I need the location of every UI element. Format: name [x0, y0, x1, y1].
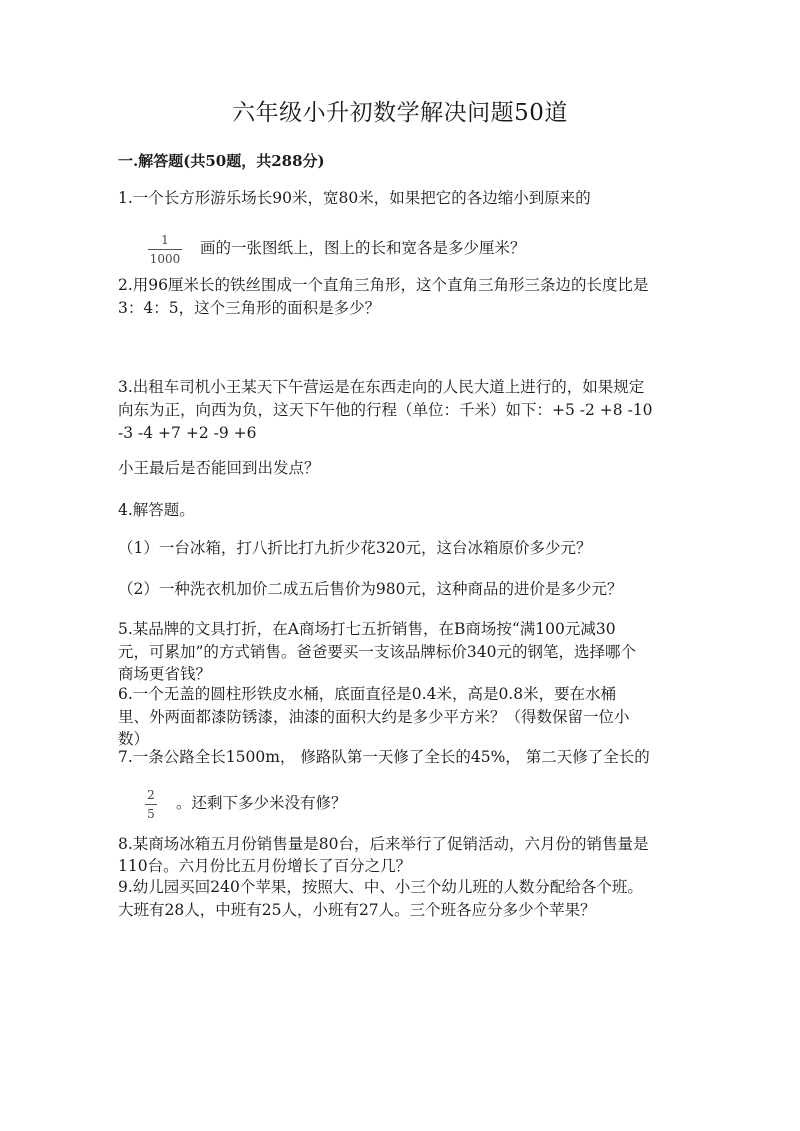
- q3-line3: -3 -4 +7 +2 -9 +6: [118, 424, 257, 442]
- q1-fraction-denominator: 1000: [149, 252, 181, 266]
- q1-fraction-numerator: 1: [161, 233, 169, 247]
- q6-line2: 里、外两面都漆防锈漆，油漆的面积大约是多少平方米？（得数保留一位小: [118, 708, 630, 726]
- q8-line1: 8.某商场冰箱五月份销售量是80台，后来举行了促销活动，六月份的销售量是: [118, 835, 649, 853]
- q2-line1: 2.用96厘米长的铁丝围成一个直角三角形，这个直角三角形三条边的长度比是: [118, 276, 649, 294]
- q7-fraction: [145, 788, 157, 821]
- q5-line2: 元，可累加”的方式销售。爸爸要买一支该品牌标价340元的钢笔，选择哪个: [118, 643, 637, 661]
- q5-line1: 5.某品牌的文具打折，在A商场打七五折销售，在B商场按“满100元减30: [118, 620, 616, 638]
- q4-line1: 4.解答题。: [118, 501, 195, 519]
- q8-line2: 110台。六月份比五月份增长了百分之几？: [118, 857, 412, 875]
- q7-line2: 。还剩下多少米没有修？: [176, 794, 347, 812]
- q5-line3: 商场更省钱？: [118, 665, 212, 683]
- q1-line2: 画的一张图纸上，图上的长和宽各是多少厘米？: [200, 239, 526, 257]
- page-title: 六年级小升初数学解决问题50道: [232, 100, 568, 126]
- q9-line2: 大班有28人，中班有25人，小班有27人。三个班各应分多少个苹果？: [118, 901, 596, 919]
- q3-line4: 小王最后是否能回到出发点？: [118, 459, 320, 477]
- q4-sub1: （1）一台冰箱，打八折比打九折少花320元，这台冰箱原价多少元？: [118, 539, 592, 557]
- q1-line1: 1.一个长方形游乐场长90米，宽80米，如果把它的各边缩小到原来的: [118, 189, 591, 207]
- q3-line1: 3.出租车司机小王某天下午营运是在东西走向的人民大道上进行的，如果规定: [118, 378, 645, 396]
- q2-line2: 3：4：5，这个三角形的面积是多少？: [118, 299, 381, 317]
- q6-line1: 6.一个无盖的圆柱形铁皮水桶，底面直径是0.4米，高是0.8米，要在水桶: [118, 685, 617, 703]
- q6-line3: 数）: [118, 730, 150, 748]
- fraction-bar: [145, 804, 157, 805]
- section-heading: 一.解答题(共50题，共288分): [118, 152, 325, 170]
- q9-line1: 9.幼儿园买回240个苹果，按照大、中、小三个幼儿班的人数分配给各个班。: [118, 878, 643, 896]
- q7-fraction-numerator: 2: [147, 788, 155, 802]
- q7-fraction-denominator: 5: [147, 807, 155, 821]
- q7-line1: 7.一条公路全长1500m， 修路队第一天修了全长的45%， 第二天修了全长的: [118, 748, 650, 766]
- q3-line2: 向东为正，向西为负，这天下午他的行程（单位：千米）如下：+5 -2 +8 -10: [118, 401, 653, 419]
- fraction-bar: [148, 249, 182, 250]
- q4-sub2: （2）一种洗衣机加价二成五后售价为980元，这种商品的进价是多少元？: [118, 580, 623, 598]
- q1-fraction: [148, 233, 182, 266]
